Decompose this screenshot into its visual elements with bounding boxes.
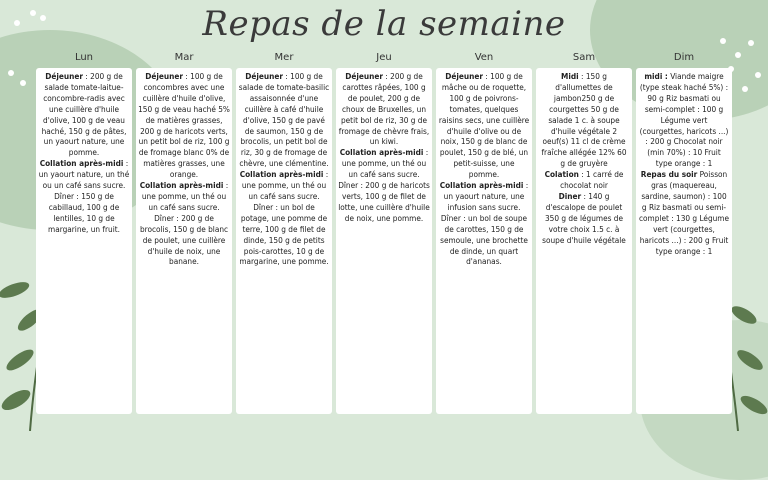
meal-label: Collation après-midi <box>139 180 224 191</box>
day-name: Jeu <box>376 52 392 63</box>
meal-label: Collation après-midi <box>39 158 124 169</box>
day-menu-card <box>36 68 132 414</box>
day-menu-card <box>336 68 432 414</box>
meal-block <box>138 180 230 213</box>
day-menu-card <box>236 68 332 414</box>
day-name: Dim <box>673 52 695 63</box>
meal-label: Midi <box>561 71 579 81</box>
meal-text: : 200 g de salade tomate-laitue-concombre-radis avec une cuillère d'huile d'olive, 100 g de veau haché, 150 g de pâtes, un yaourt nature, une pomme. <box>41 71 127 158</box>
meal-text: Dîner : 200 g de brocolis, 150 g de blanc de poulet, une cuillère d'huile de noix, une banane. <box>139 212 229 267</box>
meal-label: Repas du soir <box>640 169 698 180</box>
meal-text: : une pomme, un thé ou un café sans sucre. <box>141 180 229 212</box>
meal-text: : un yaourt nature, un thé ou un café sans sucre. <box>38 158 130 191</box>
decor-dot <box>755 72 761 78</box>
meal-block <box>538 71 630 169</box>
day-name: Mer <box>274 52 294 63</box>
meal-text: : une pomme, un thé ou un café sans sucre. <box>341 147 429 180</box>
day-column <box>436 52 532 414</box>
day-menu-card <box>136 68 232 414</box>
meal-text: Dîner : 200 g de haricots verts, 100 g de filet de lotte, une cuillère d'huile de noix, une pomme. <box>338 180 430 223</box>
day-menu-card <box>436 68 532 414</box>
meal-label: Colation <box>544 169 579 180</box>
meal-block <box>538 169 630 191</box>
meal-text: : 150 g d'allumettes de jambon250 g de courgettes 50 g de salade 1 c. à soupe d'huile végétale 2 oeuf(s) 11 cl de crème fraîche allégée 12% 60 g de gruyère <box>541 71 627 169</box>
meal-label: Collation après-midi <box>339 147 424 158</box>
day-column <box>236 52 332 414</box>
meal-text: Viande maigre (type steak haché 5%) : 90 g Riz basmati ou semi-complet : 100 g Légume vert (courgettes, haricots ...) : 200 g Chocolat noir (min 70%) : 10 Fruit type orange : 1 <box>639 71 729 169</box>
day-column <box>136 52 232 414</box>
meal-text: : 1 carré de chocolat noir <box>560 169 624 191</box>
decor-dot <box>742 86 748 92</box>
meal-block <box>438 71 530 180</box>
meal-text: Dîner : un bol de potage, une pomme de terre, 100 g de filet de dinde, 150 g de petits pois-carottes, 10 g de margarine, une pomme. <box>239 201 329 267</box>
meal-label: midi : <box>644 71 668 81</box>
meal-label: Collation après-midi <box>439 180 524 191</box>
meal-block <box>238 71 330 169</box>
meal-block <box>638 71 730 169</box>
meal-text: : 200 g de carottes râpées, 100 g de poulet, 200 g de choux de Bruxelles, un petit bol de riz, 30 g de fromage de chèvre frais, un kiwi. <box>338 71 430 147</box>
meal-text: : 100 g de salade de tomate-basilic assaisonnée d'une cuillère à café d'huile d'olive, 150 g de pavé de saumon, 150 g de brocolis, un petit bol de riz, 30 g de fromage de chèvre, une clémentine. <box>238 71 330 169</box>
meal-label: Diner <box>558 190 582 201</box>
page-title: Repas de la semaine <box>202 4 566 44</box>
meal-label: Collation après-midi <box>239 169 324 180</box>
decor-dot <box>8 70 14 76</box>
meal-block <box>638 169 730 256</box>
meal-text: : un yaourt nature, une infusion sans sucre. <box>443 180 529 212</box>
meal-block <box>438 180 530 213</box>
day-column <box>336 52 432 414</box>
meal-text: Dîner : 150 g de cabillaud, 100 g de lentilles, 10 g de margarine, un fruit. <box>48 190 120 234</box>
meal-block <box>38 71 130 158</box>
meal-block <box>38 191 130 235</box>
meal-text: : une pomme, un thé ou un café sans sucre. <box>241 169 329 201</box>
meal-block <box>438 213 530 268</box>
day-name: Ven <box>474 52 494 63</box>
day-column <box>636 52 732 414</box>
day-name: Lun <box>74 52 94 63</box>
meal-label: Déjeuner <box>45 71 83 81</box>
meal-block <box>338 71 430 147</box>
day-name: Sam <box>572 52 596 63</box>
day-column <box>36 52 132 414</box>
meal-block <box>238 202 330 267</box>
meal-text: : 100 g de concombres avec une cuillère d'huile d'olive, 150 g de veau haché 5% de matières grasses, 200 g de haricots verts, un petit bol de riz, 100 g de fromage blanc 0% de matières grasses, une orange. <box>138 71 230 180</box>
day-column <box>536 52 632 414</box>
meal-block <box>38 158 130 191</box>
meal-label: Déjeuner <box>445 71 483 81</box>
meal-label: Déjeuner <box>245 71 283 81</box>
meal-block <box>138 71 230 180</box>
meal-label: Déjeuner <box>145 71 183 81</box>
meal-block <box>138 213 230 268</box>
meal-block <box>538 191 630 246</box>
meal-block <box>338 147 430 180</box>
day-name: Mar <box>174 52 194 63</box>
meal-label: Déjeuner <box>345 71 383 81</box>
meal-block <box>338 180 430 224</box>
meal-text: Poisson gras (maquereau, sardine, saumon) : 100 g Riz basmati ou semi-complet : 130 g Légume vert (courgettes, haricots ...) : 200 g Fruit type orange : 1 <box>639 169 729 256</box>
meal-block <box>238 169 330 202</box>
decor-dot <box>735 52 741 58</box>
meal-text: : 100 g de mâche ou de roquette, 100 g de poivrons-tomates, quelques raisins secs, une cuillère d'huile d'olive ou de noix, 150 g de blanc de poulet, 150 g de blé, un petit-suisse, une pomme. <box>438 71 530 180</box>
meal-text: Dîner : un bol de soupe de carottes, 150 g de semoule, une brochette de dinde, un quart d'ananas. <box>440 212 528 267</box>
meal-text: : 140 g d'escalope de poulet 350 g de légumes de votre choix 1.5 c. à soupe d'huile végétale <box>542 190 626 245</box>
decor-dot <box>20 80 26 86</box>
day-menu-card <box>536 68 632 414</box>
day-menu-card <box>636 68 732 414</box>
